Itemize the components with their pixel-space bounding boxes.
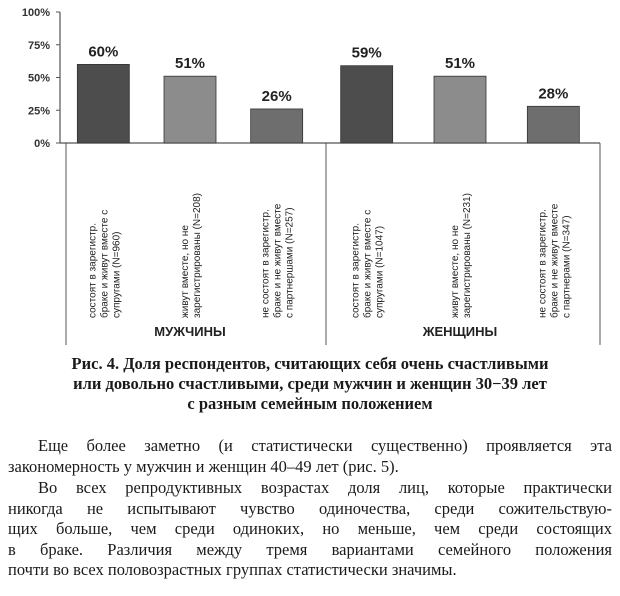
bar [434, 76, 486, 143]
caption-line: Рис. 4. Доля респондентов, считающих себя очень счастливыми [71, 354, 549, 373]
data-label: 59% [351, 44, 382, 62]
data-label: 51% [174, 55, 206, 73]
category-label-line: зарегистрированы (N=231) [462, 192, 473, 318]
category-label-line: живут вместе, но не [180, 225, 191, 318]
category-label-line: не состоят в зарегистр. [537, 209, 549, 318]
category-label-line: супругами (N=1047) [374, 225, 386, 318]
paragraph-line: в браке. Различия между тремя вариантами семейного положения [8, 539, 612, 559]
category-label-line: браке и не живут вместе [272, 203, 284, 318]
body-paragraph-2 [8, 478, 612, 581]
caption-line: или довольно счастливыми, среди мужчин и женщин 30−39 лет [73, 374, 547, 393]
data-label: 51% [444, 55, 476, 73]
category-label-line: живут вместе, но не [450, 225, 461, 318]
y-tick-label: 50% [27, 72, 50, 85]
caption-line: с разным семейным положением [187, 394, 433, 413]
category-label-line: браке и живут вместе с [362, 209, 374, 318]
category-label-line: с партнерами (N=347) [561, 215, 573, 318]
bar [251, 109, 303, 143]
data-label: 26% [261, 87, 292, 105]
y-tick-label: 100% [21, 7, 50, 19]
category-label-line: не состоят в зарегистр. [260, 209, 272, 318]
bar [527, 106, 579, 143]
bar [341, 66, 393, 143]
paragraph-line: никогда не испытывают чувство одиночества, среди сожительствую- [8, 498, 612, 518]
category-label-line: браке и не живут вместе [549, 203, 561, 318]
paragraph-line: Во всех репродуктивных возрастах доля лиц, которые практически [38, 478, 612, 497]
paragraph-line: закономерность у мужчин и женщин 40–49 лет (рис. 5). [8, 456, 399, 476]
data-label: 28% [538, 85, 569, 103]
bar [77, 64, 129, 143]
data-label: 60% [88, 43, 119, 61]
y-tick-label: 75% [27, 39, 50, 52]
paragraph-line: Еще более заметно (и статистически существенно) проявляется эта [38, 436, 612, 455]
body-paragraph-1 [8, 436, 612, 477]
paragraph-line: почти во всех половозрастных группах статистически значимы. [8, 560, 457, 579]
y-tick-label: 0% [34, 138, 50, 150]
category-label-line: состоят в зарегистр. [350, 223, 362, 318]
category-label-line: с партнершами (N=257) [284, 207, 296, 318]
paragraph-line: щих больше, чем среди одиноких, но меньше, чем среди состоящих [8, 519, 612, 538]
category-label-line: зарегистрированы (N=208) [192, 192, 203, 318]
category-label-line: состоят в зарегистр. [87, 223, 99, 318]
category-label-line: браке и живут вместе с [99, 209, 111, 318]
figure-caption [14, 354, 606, 414]
bar [164, 76, 216, 143]
group-label: МУЖЧИНЫ [154, 324, 226, 339]
category-label-line: супругами (N=960) [111, 231, 123, 318]
group-label: ЖЕНЩИНЫ [422, 324, 498, 339]
y-tick-label: 25% [27, 105, 50, 118]
